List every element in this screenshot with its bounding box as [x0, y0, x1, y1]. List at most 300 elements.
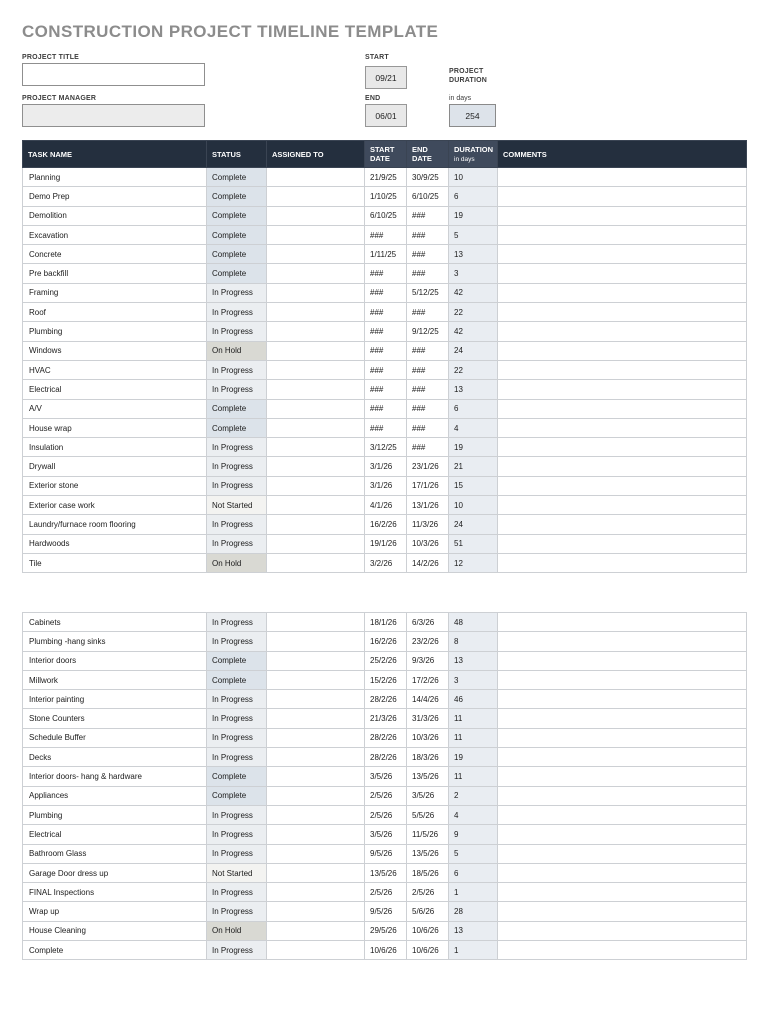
duration-cell[interactable]: 22 [449, 303, 498, 322]
task-name-cell[interactable]: A/V [23, 399, 207, 418]
task-name-cell[interactable]: Stone Counters [23, 709, 207, 728]
status-cell[interactable]: In Progress [207, 380, 267, 399]
end-date-cell[interactable]: ### [407, 225, 449, 244]
task-name-cell[interactable]: Hardwoods [23, 534, 207, 553]
duration-cell[interactable]: 19 [449, 206, 498, 225]
duration-cell[interactable]: 24 [449, 515, 498, 534]
status-cell[interactable]: In Progress [207, 438, 267, 457]
status-cell[interactable]: On Hold [207, 553, 267, 572]
task-name-cell[interactable]: Drywall [23, 457, 207, 476]
assigned-to-cell[interactable] [267, 534, 365, 553]
duration-cell[interactable]: 6 [449, 863, 498, 882]
project-manager-input[interactable] [22, 104, 205, 127]
start-date-cell[interactable]: ### [365, 399, 407, 418]
duration-cell[interactable]: 11 [449, 728, 498, 747]
duration-cell[interactable]: 48 [449, 613, 498, 632]
status-cell[interactable]: In Progress [207, 283, 267, 302]
end-date-cell[interactable]: 31/3/26 [407, 709, 449, 728]
duration-cell[interactable]: 3 [449, 670, 498, 689]
assigned-to-cell[interactable] [267, 921, 365, 940]
comments-cell[interactable] [498, 438, 747, 457]
start-date-cell[interactable]: 2/5/26 [365, 805, 407, 824]
assigned-to-cell[interactable] [267, 438, 365, 457]
task-name-cell[interactable]: Roof [23, 303, 207, 322]
start-date-cell[interactable]: 13/5/26 [365, 863, 407, 882]
comments-cell[interactable] [498, 380, 747, 399]
task-name-cell[interactable]: FINAL Inspections [23, 883, 207, 902]
task-name-cell[interactable]: Windows [23, 341, 207, 360]
assigned-to-cell[interactable] [267, 553, 365, 572]
duration-cell[interactable]: 13 [449, 651, 498, 670]
end-date-cell[interactable]: 14/4/26 [407, 690, 449, 709]
assigned-to-cell[interactable] [267, 457, 365, 476]
end-date-cell[interactable]: ### [407, 438, 449, 457]
project-title-label: PROJECT TITLE [22, 54, 80, 61]
start-date-cell[interactable]: 2/5/26 [365, 883, 407, 902]
table-row [23, 303, 747, 322]
status-cell[interactable]: In Progress [207, 457, 267, 476]
comments-cell[interactable] [498, 206, 747, 225]
end-date-cell[interactable]: 18/3/26 [407, 748, 449, 767]
assigned-to-cell[interactable] [267, 264, 365, 283]
start-date-box[interactable]: 09/21 [365, 66, 407, 89]
duration-cell[interactable]: 13 [449, 380, 498, 399]
task-name-cell[interactable]: Framing [23, 283, 207, 302]
end-date-cell[interactable]: 9/12/25 [407, 322, 449, 341]
status-cell[interactable]: In Progress [207, 902, 267, 921]
comments-cell[interactable] [498, 767, 747, 786]
task-name-cell[interactable]: Cabinets [23, 613, 207, 632]
end-date-cell[interactable]: 11/3/26 [407, 515, 449, 534]
start-date-cell[interactable]: 9/5/26 [365, 902, 407, 921]
assigned-to-cell[interactable] [267, 844, 365, 863]
status-cell[interactable]: In Progress [207, 844, 267, 863]
duration-cell[interactable]: 21 [449, 457, 498, 476]
page-title: CONSTRUCTION PROJECT TIMELINE TEMPLATE [22, 22, 439, 41]
task-name-cell[interactable]: House wrap [23, 418, 207, 437]
start-date-cell[interactable]: ### [365, 264, 407, 283]
comments-cell[interactable] [498, 902, 747, 921]
table-row [23, 844, 747, 863]
status-cell[interactable]: In Progress [207, 632, 267, 651]
assigned-to-cell[interactable] [267, 709, 365, 728]
end-date-cell[interactable]: ### [407, 341, 449, 360]
start-date-cell[interactable]: ### [365, 380, 407, 399]
duration-cell[interactable]: 28 [449, 902, 498, 921]
comments-cell[interactable] [498, 496, 747, 515]
comments-cell[interactable] [498, 476, 747, 495]
assigned-to-cell[interactable] [267, 632, 365, 651]
comments-cell[interactable] [498, 728, 747, 747]
table-row [23, 418, 747, 437]
assigned-to-cell[interactable] [267, 670, 365, 689]
end-date-cell[interactable]: 5/6/26 [407, 902, 449, 921]
end-date-cell[interactable]: 6/3/26 [407, 613, 449, 632]
end-date-cell[interactable]: 9/3/26 [407, 651, 449, 670]
table-row [23, 902, 747, 921]
status-cell[interactable]: Complete [207, 651, 267, 670]
assigned-to-cell[interactable] [267, 225, 365, 244]
task-name-cell[interactable]: Electrical [23, 380, 207, 399]
table-row [23, 515, 747, 534]
assigned-to-cell[interactable] [267, 322, 365, 341]
task-name-cell[interactable]: Pre backfill [23, 264, 207, 283]
task-name-cell[interactable]: Laundry/furnace room flooring [23, 515, 207, 534]
comments-cell[interactable] [498, 748, 747, 767]
status-cell[interactable]: Complete [207, 786, 267, 805]
task-name-cell[interactable]: Plumbing [23, 322, 207, 341]
end-date-cell[interactable]: 13/5/26 [407, 767, 449, 786]
table-row [23, 690, 747, 709]
end-date-cell[interactable]: 30/9/25 [407, 168, 449, 187]
comments-cell[interactable] [498, 283, 747, 302]
task-name-cell[interactable]: Exterior stone [23, 476, 207, 495]
end-date-cell[interactable]: 13/1/26 [407, 496, 449, 515]
status-cell[interactable]: Complete [207, 670, 267, 689]
start-date-cell[interactable]: ### [365, 341, 407, 360]
status-cell[interactable]: Complete [207, 399, 267, 418]
assigned-to-cell[interactable] [267, 651, 365, 670]
comments-cell[interactable] [498, 786, 747, 805]
comments-cell[interactable] [498, 883, 747, 902]
comments-cell[interactable] [498, 825, 747, 844]
comments-cell[interactable] [498, 245, 747, 264]
duration-header: DURATION in days [449, 141, 498, 168]
table-row [23, 399, 747, 418]
end-date-cell[interactable]: ### [407, 206, 449, 225]
project-duration-box[interactable]: 254 [449, 104, 496, 127]
status-cell[interactable]: In Progress [207, 805, 267, 824]
end-date-cell[interactable]: ### [407, 303, 449, 322]
status-cell[interactable]: Not Started [207, 863, 267, 882]
comments-cell[interactable] [498, 399, 747, 418]
table-row [23, 168, 747, 187]
end-date-cell[interactable]: 13/5/26 [407, 844, 449, 863]
comments-cell[interactable] [498, 515, 747, 534]
duration-cell[interactable]: 13 [449, 245, 498, 264]
start-date-cell[interactable]: 4/1/26 [365, 496, 407, 515]
start-date-cell[interactable]: 18/1/26 [365, 613, 407, 632]
table-row [23, 380, 747, 399]
status-cell[interactable]: Complete [207, 418, 267, 437]
status-cell[interactable]: In Progress [207, 360, 267, 379]
start-date-cell[interactable]: 28/2/26 [365, 748, 407, 767]
start-date-cell[interactable]: 3/1/26 [365, 457, 407, 476]
start-date-cell[interactable]: ### [365, 303, 407, 322]
comments-cell[interactable] [498, 709, 747, 728]
start-date-cell[interactable]: 28/2/26 [365, 690, 407, 709]
table-row [23, 709, 747, 728]
end-date-cell[interactable]: ### [407, 264, 449, 283]
start-date-cell[interactable]: 9/5/26 [365, 844, 407, 863]
comments-cell[interactable] [498, 457, 747, 476]
comments-cell[interactable] [498, 651, 747, 670]
task-name-cell[interactable]: Schedule Buffer [23, 728, 207, 747]
duration-cell[interactable]: 5 [449, 225, 498, 244]
duration-cell[interactable]: 5 [449, 844, 498, 863]
status-cell[interactable]: In Progress [207, 534, 267, 553]
status-cell[interactable]: In Progress [207, 303, 267, 322]
comments-cell[interactable] [498, 187, 747, 206]
assigned-to-cell[interactable] [267, 341, 365, 360]
assigned-to-cell[interactable] [267, 728, 365, 747]
task-name-cell[interactable]: Tile [23, 553, 207, 572]
duration-cell[interactable]: 6 [449, 399, 498, 418]
end-date-cell[interactable]: 10/6/26 [407, 941, 449, 960]
assigned-to-cell[interactable] [267, 805, 365, 824]
task-name-cell[interactable]: Interior doors [23, 651, 207, 670]
end-date-cell[interactable]: ### [407, 399, 449, 418]
start-date-cell[interactable]: 21/9/25 [365, 168, 407, 187]
status-cell[interactable]: Complete [207, 168, 267, 187]
task-name-cell[interactable]: Concrete [23, 245, 207, 264]
duration-cell[interactable]: 13 [449, 921, 498, 940]
assigned-to-cell[interactable] [267, 690, 365, 709]
end-date-cell[interactable]: 10/6/26 [407, 921, 449, 940]
comments-cell[interactable] [498, 168, 747, 187]
assigned-to-cell[interactable] [267, 245, 365, 264]
status-cell[interactable]: On Hold [207, 921, 267, 940]
end-date-cell[interactable]: 17/1/26 [407, 476, 449, 495]
assigned-to-cell[interactable] [267, 476, 365, 495]
end-date-cell[interactable]: 10/3/26 [407, 534, 449, 553]
start-date-cell[interactable]: ### [365, 283, 407, 302]
duration-cell[interactable]: 2 [449, 786, 498, 805]
end-date-cell[interactable]: 2/5/26 [407, 883, 449, 902]
assigned-to-cell[interactable] [267, 187, 365, 206]
start-date-cell[interactable]: ### [365, 225, 407, 244]
task-name-cell[interactable]: Complete [23, 941, 207, 960]
end-date-cell[interactable]: 14/2/26 [407, 553, 449, 572]
status-cell[interactable]: Complete [207, 206, 267, 225]
assigned-to-cell[interactable] [267, 748, 365, 767]
assigned-to-cell[interactable] [267, 399, 365, 418]
task-name-cell[interactable]: Garage Door dress up [23, 863, 207, 882]
assigned-to-header: ASSIGNED TO [267, 141, 365, 168]
duration-cell[interactable]: 19 [449, 438, 498, 457]
comments-cell[interactable] [498, 844, 747, 863]
table-row [23, 206, 747, 225]
start-date-cell[interactable]: 3/2/26 [365, 553, 407, 572]
task-name-cell[interactable]: Wrap up [23, 902, 207, 921]
end-date-cell[interactable]: 10/3/26 [407, 728, 449, 747]
duration-cell[interactable]: 4 [449, 805, 498, 824]
comments-cell[interactable] [498, 670, 747, 689]
task-name-cell[interactable]: Interior painting [23, 690, 207, 709]
duration-cell[interactable]: 46 [449, 690, 498, 709]
task-name-cell[interactable]: House Cleaning [23, 921, 207, 940]
start-date-cell[interactable]: 19/1/26 [365, 534, 407, 553]
start-date-cell[interactable]: 28/2/26 [365, 728, 407, 747]
assigned-to-cell[interactable] [267, 168, 365, 187]
status-cell[interactable]: Complete [207, 225, 267, 244]
status-cell[interactable]: In Progress [207, 941, 267, 960]
start-date-cell[interactable]: 15/2/26 [365, 670, 407, 689]
task-name-cell[interactable]: Demo Prep [23, 187, 207, 206]
table-row [23, 187, 747, 206]
end-date-cell[interactable]: 17/2/26 [407, 670, 449, 689]
comments-cell[interactable] [498, 341, 747, 360]
end-date-cell[interactable]: 6/10/25 [407, 187, 449, 206]
assigned-to-cell[interactable] [267, 206, 365, 225]
status-cell[interactable]: In Progress [207, 690, 267, 709]
start-date-cell[interactable]: 10/6/26 [365, 941, 407, 960]
assigned-to-cell[interactable] [267, 303, 365, 322]
assigned-to-cell[interactable] [267, 496, 365, 515]
duration-cell[interactable]: 10 [449, 496, 498, 515]
duration-cell[interactable]: 1 [449, 941, 498, 960]
assigned-to-cell[interactable] [267, 902, 365, 921]
end-date-cell[interactable]: ### [407, 245, 449, 264]
assigned-to-cell[interactable] [267, 883, 365, 902]
duration-cell[interactable]: 51 [449, 534, 498, 553]
duration-cell[interactable]: 11 [449, 709, 498, 728]
duration-cell[interactable]: 15 [449, 476, 498, 495]
table-row [23, 341, 747, 360]
task-name-cell[interactable]: Planning [23, 168, 207, 187]
start-date-cell[interactable]: 3/1/26 [365, 476, 407, 495]
table-row [23, 921, 747, 940]
end-date-cell[interactable]: 23/1/26 [407, 457, 449, 476]
duration-cell[interactable]: 42 [449, 283, 498, 302]
comments-cell[interactable] [498, 322, 747, 341]
comments-cell[interactable] [498, 921, 747, 940]
duration-cell[interactable]: 6 [449, 187, 498, 206]
project-title-input[interactable] [22, 63, 205, 86]
assigned-to-cell[interactable] [267, 515, 365, 534]
status-cell[interactable]: In Progress [207, 883, 267, 902]
end-date-header: END DATE [407, 141, 449, 168]
task-name-cell[interactable]: Plumbing -hang sinks [23, 632, 207, 651]
table-row [23, 360, 747, 379]
start-date-cell[interactable]: 3/5/26 [365, 767, 407, 786]
start-date-cell[interactable]: 16/2/26 [365, 515, 407, 534]
assigned-to-cell[interactable] [267, 283, 365, 302]
comments-cell[interactable] [498, 690, 747, 709]
status-cell[interactable]: In Progress [207, 728, 267, 747]
duration-cell[interactable]: 10 [449, 168, 498, 187]
end-date-cell[interactable]: ### [407, 418, 449, 437]
task-name-cell[interactable]: Exterior case work [23, 496, 207, 515]
duration-cell[interactable]: 1 [449, 883, 498, 902]
start-date-cell[interactable]: 2/5/26 [365, 786, 407, 805]
status-cell[interactable]: Complete [207, 767, 267, 786]
task-name-cell[interactable]: Plumbing [23, 805, 207, 824]
comments-cell[interactable] [498, 613, 747, 632]
task-name-cell[interactable]: Bathroom Glass [23, 844, 207, 863]
start-date-cell[interactable]: ### [365, 360, 407, 379]
start-date-cell[interactable]: 16/2/26 [365, 632, 407, 651]
start-date-cell[interactable]: 6/10/25 [365, 206, 407, 225]
end-date-cell[interactable]: 5/5/26 [407, 805, 449, 824]
end-date-cell[interactable]: 3/5/26 [407, 786, 449, 805]
task-name-cell[interactable]: Appliances [23, 786, 207, 805]
status-cell[interactable]: Complete [207, 245, 267, 264]
comments-cell[interactable] [498, 863, 747, 882]
start-date-cell[interactable]: 3/5/26 [365, 825, 407, 844]
comments-cell[interactable] [498, 805, 747, 824]
status-cell[interactable]: In Progress [207, 748, 267, 767]
start-date-cell[interactable]: ### [365, 322, 407, 341]
end-date-cell[interactable]: 23/2/26 [407, 632, 449, 651]
assigned-to-cell[interactable] [267, 767, 365, 786]
duration-cell[interactable]: 3 [449, 264, 498, 283]
task-name-cell[interactable]: Interior doors- hang & hardware [23, 767, 207, 786]
status-cell[interactable]: In Progress [207, 709, 267, 728]
duration-cell[interactable]: 19 [449, 748, 498, 767]
task-name-cell[interactable]: Excavation [23, 225, 207, 244]
assigned-to-cell[interactable] [267, 360, 365, 379]
start-date-cell[interactable]: 1/10/25 [365, 187, 407, 206]
comments-cell[interactable] [498, 360, 747, 379]
status-cell[interactable]: On Hold [207, 341, 267, 360]
status-cell[interactable]: In Progress [207, 613, 267, 632]
duration-cell[interactable]: 4 [449, 418, 498, 437]
comments-cell[interactable] [498, 632, 747, 651]
comments-cell[interactable] [498, 225, 747, 244]
assigned-to-cell[interactable] [267, 941, 365, 960]
status-cell[interactable]: Not Started [207, 496, 267, 515]
status-cell[interactable]: In Progress [207, 476, 267, 495]
assigned-to-cell[interactable] [267, 613, 365, 632]
end-date-cell[interactable]: ### [407, 380, 449, 399]
status-cell[interactable]: Complete [207, 264, 267, 283]
assigned-to-cell[interactable] [267, 418, 365, 437]
start-date-cell[interactable]: 3/12/25 [365, 438, 407, 457]
duration-cell[interactable]: 22 [449, 360, 498, 379]
comments-cell[interactable] [498, 418, 747, 437]
start-date-cell[interactable]: 25/2/26 [365, 651, 407, 670]
start-date-cell[interactable]: ### [365, 418, 407, 437]
duration-cell[interactable]: 12 [449, 553, 498, 572]
start-date-cell[interactable]: 21/3/26 [365, 709, 407, 728]
comments-cell[interactable] [498, 941, 747, 960]
status-cell[interactable]: In Progress [207, 322, 267, 341]
task-name-cell[interactable]: Demolition [23, 206, 207, 225]
end-date-cell[interactable]: 5/12/25 [407, 283, 449, 302]
end-date-cell[interactable]: 18/5/26 [407, 863, 449, 882]
comments-cell[interactable] [498, 534, 747, 553]
end-date-cell[interactable]: 11/5/26 [407, 825, 449, 844]
duration-cell[interactable]: 11 [449, 767, 498, 786]
task-name-cell[interactable]: Decks [23, 748, 207, 767]
start-date-cell[interactable]: 29/5/26 [365, 921, 407, 940]
assigned-to-cell[interactable] [267, 786, 365, 805]
table-row [23, 728, 747, 747]
task-name-cell[interactable]: Insulation [23, 438, 207, 457]
end-date-cell[interactable]: ### [407, 360, 449, 379]
task-name-cell[interactable]: HVAC [23, 360, 207, 379]
duration-cell[interactable]: 24 [449, 341, 498, 360]
duration-cell[interactable]: 9 [449, 825, 498, 844]
duration-cell[interactable]: 42 [449, 322, 498, 341]
status-cell[interactable]: In Progress [207, 515, 267, 534]
duration-cell[interactable]: 8 [449, 632, 498, 651]
assigned-to-cell[interactable] [267, 863, 365, 882]
duration-unit-label: in days [449, 95, 472, 102]
comments-cell[interactable] [498, 264, 747, 283]
status-cell[interactable]: In Progress [207, 825, 267, 844]
start-date-cell[interactable]: 1/11/25 [365, 245, 407, 264]
task-name-cell[interactable]: Electrical [23, 825, 207, 844]
task-name-cell[interactable]: Millwork [23, 670, 207, 689]
end-date-box[interactable]: 06/01 [365, 104, 407, 127]
assigned-to-cell[interactable] [267, 825, 365, 844]
comments-cell[interactable] [498, 303, 747, 322]
assigned-to-cell[interactable] [267, 380, 365, 399]
comments-cell[interactable] [498, 553, 747, 572]
status-cell[interactable]: Complete [207, 187, 267, 206]
